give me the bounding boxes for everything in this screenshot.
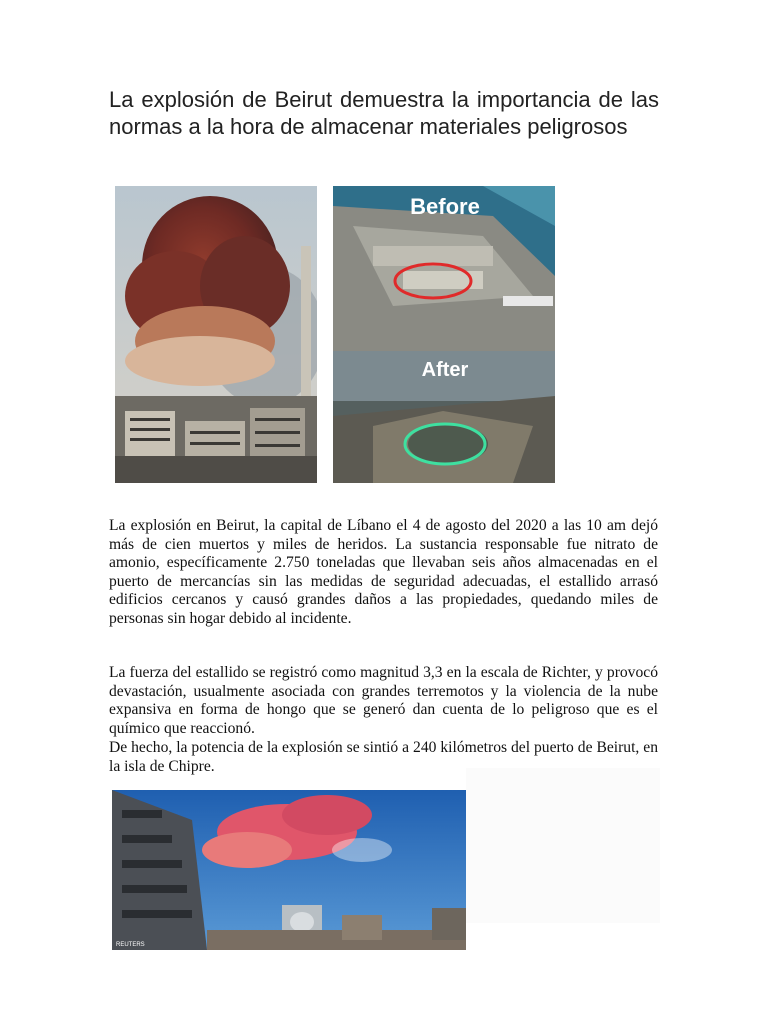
after-label: After: [421, 359, 469, 381]
port-before-after-photo: [333, 186, 555, 483]
paragraph-1: La explosión en Beirut, la capital de Líbano el 4 de agosto del 2020 a las 10 am dejó más de cien muertos y miles de heridos. La sustancia responsable fue nitrato de amonio, específicamente 2.750 toneladas que llevaban seis años almacenadas en el puerto de mercancías sin las medidas de seguridad adecuadas, el estallido arrasó edificios cercanos y causó grandes daños a las propiedades, quedando miles de personas sin hogar debido al incidente.: [109, 517, 658, 627]
photo-credit: REUTERS: [116, 942, 145, 948]
explosion-photo: [115, 186, 317, 483]
paragraph-2: La fuerza del estallido se registró como magnitud 3,3 en la escala de Richter, y provocó devastación, usualmente asociada con grandes terremotos y la violencia de la nube expansiva en forma de hongo que se generó dan cuenta de lo peligroso que es el químico que reaccionó.: [109, 664, 658, 737]
before-label: Before: [410, 194, 480, 219]
pink-cloud-photo: [112, 790, 466, 950]
article-title: La explosión de Beirut demuestra la importancia de las normas a la hora de almacenar materiales peligrosos: [109, 87, 659, 139]
paragraph-3: De hecho, la potencia de la explosión se sintió a 240 kilómetros del puerto de Beirut, en la isla de Chipre.: [109, 739, 658, 775]
blank-area: [466, 768, 660, 923]
